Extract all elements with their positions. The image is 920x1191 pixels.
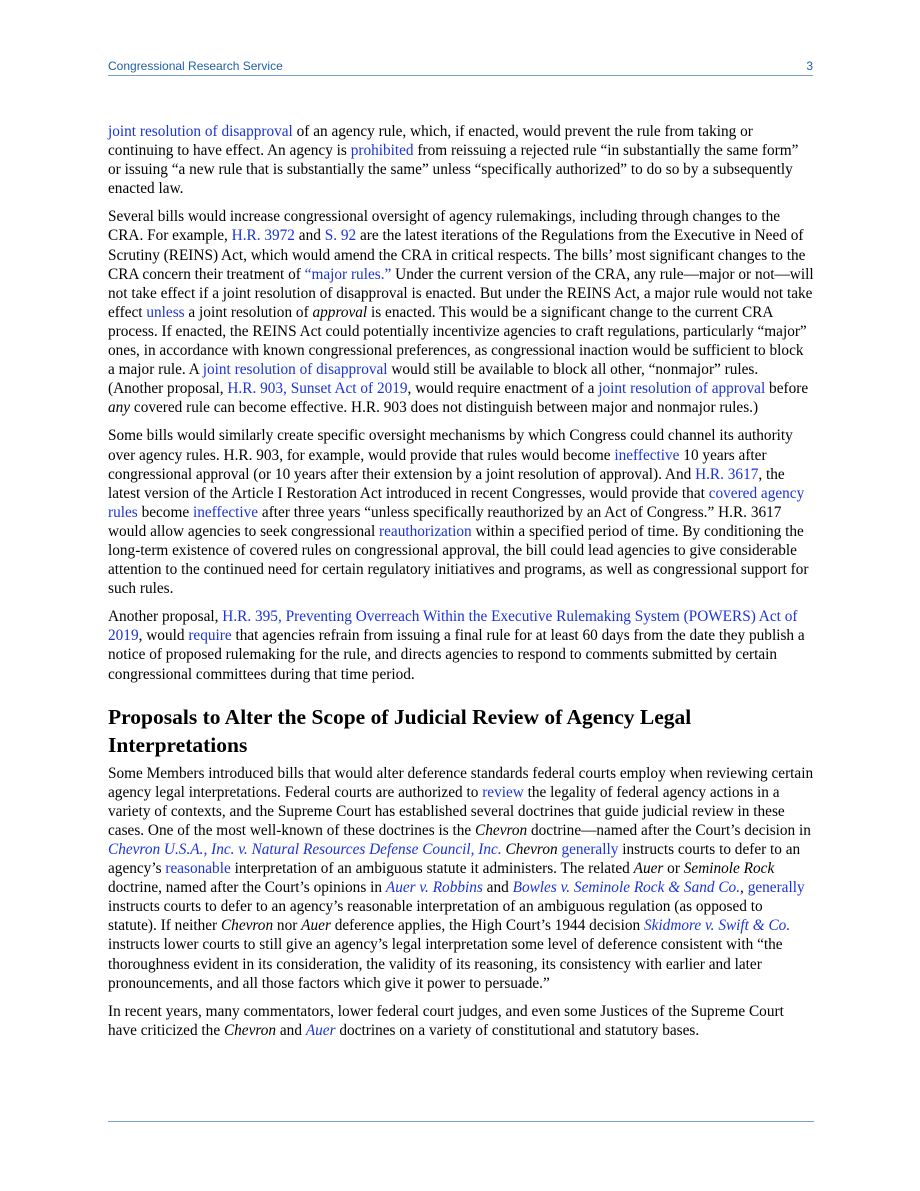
link-review[interactable]: review [482,783,524,801]
paragraph-3: Some bills would similarly create specific oversight mechanisms by which Congress could channel its authority over agency rules. H.R. 903, for example, would provide that rules would become ineffective 10 years after congressional approval (or 10 years after their extension by a joint resolution of approval). And H.R. 3617, the latest version of the Article I Restoration Act introduced in recent Congresses, would provide that covered agency rules become ineffective after three years “unless specifically reauthorized by an Act of Congress.” H.R. 3617 would allow agencies to seek congressional reauthorization within a specified period of time. By conditioning the long-term existence of covered rules on congressional approval, the bill could lead agencies to give considerable attention to the continued need for certain regulatory initiatives and programs, as well as congressional support for such rules. [108,427,809,598]
paragraph-2: Several bills would increase congressional oversight of agency rulemakings, including through changes to the CRA. For example, H.R. 3972 and S. 92 are the latest iterations of the Regulations from the Executive in Need of Scrutiny (REINS) Act, which would amend the CRA in critical respects. The bills’ most significant changes to the CRA concern their treatment of “major rules.” Under the current version of the CRA, any rule—major or not—will not take effect if a joint resolution of disapproval is enacted. But under the REINS Act, a major rule would not take effect unless a joint resolution of approval is enacted. This would be a significant change to the current CRA process. If enacted, the REINS Act could potentially incentivize agencies to craft regulations, particularly “major” ones, in accordance with known congressional preferences, as congressional inaction would be sufficient to block a major rule. A joint resolution of disapproval would still be available to block all other, “nonmajor” rules. (Another proposal, H.R. 903, Sunset Act of 2019, would require enactment of a joint resolution of approval before any covered rule can become effective. H.R. 903 does not distinguish between major and nonmajor rules.) [108,208,814,417]
link-covered-agency-rules[interactable]: covered agency rules [108,484,805,521]
link-reauthorization[interactable]: reauthorization [379,522,472,540]
link-joint-resolution-approval[interactable]: joint resolution of approval [598,380,766,398]
header-org: Congressional Research Service [108,59,283,73]
link-major-rules[interactable]: “major rules.” [304,265,392,283]
link-auer-case[interactable]: Auer v. Robbins [385,879,483,897]
link-ineffective[interactable]: ineffective [614,446,680,464]
link-hr-3972[interactable]: H.R. 3972 [231,227,295,245]
link-chevron-case[interactable]: Chevron U.S.A., Inc. v. Natural Resources Defense Council, Inc. [108,841,502,858]
link-require[interactable]: require [188,627,232,645]
paragraph-5: Some Members introduced bills that would alter deference standards federal courts employ when reviewing certain agency legal interpretations. Federal courts are authorized to review the legality of federal agency actions in a variety of contexts, and the Supreme Court has established several doctrines that guide judicial review in these cases. One of the most well-known of these doctrines is the Chevron doctrine—named after the Court’s decision in Chevron U.S.A., Inc. v. Natural Resources Defense Council, Inc. Chevron generally instructs courts to defer to an agency’s reasonable interpretation of an ambiguous statute it administers. The related Auer or Seminole Rock doctrine, named after the Court’s opinions in Auer v. Robbins and Bowles v. Seminole Rock & Sand Co., generally instructs courts to defer to an agency’s reasonable interpretation of an ambiguous regulation (as opposed to statute). If neither Chevron nor Auer deference applies, the High Court’s 1944 decision Skidmore v. Swift & Co. instructs lower courts to still give an agency’s legal interpretation some level of deference consistent with “the thoroughness evident in its consideration, the validity of its reasoning, its consistency with earlier and later pronouncements, and all those factors which give it power to persuade.” [108,764,814,992]
link-joint-resolution-disapproval-2[interactable]: joint resolution of disapproval [202,361,388,379]
link-s-92[interactable]: S. 92 [324,227,357,245]
link-hr-3617[interactable]: H.R. 3617 [695,465,759,483]
link-hr-395[interactable]: H.R. 395, Preventing Overreach Within the Executive Rulemaking System (POWERS) Act of 2019 [108,608,798,645]
paragraph-1: joint resolution of disapproval of an agency rule, which, if enacted, would prevent the rule from taking or continuing to have effect. An agency is prohibited from reissuing a rejected rule “in substantially the same form” or issuing “a new rule that is substantially the same” unless “specifically authorized” to do so by a subsequently enacted law. [108,123,799,198]
link-bowles-case[interactable]: Bowles v. Seminole Rock & Sand Co. [512,879,741,897]
page-header [108,57,813,76]
link-joint-resolution-disapproval[interactable]: joint resolution of disapproval [108,123,293,140]
link-skidmore-case[interactable]: Skidmore v. Swift & Co. [643,917,791,935]
link-generally-2[interactable]: generally [747,879,805,897]
link-generally[interactable]: generally [561,841,619,858]
paragraph-6: In recent years, many commentators, lower federal court judges, and even some Justices of the Supreme Court have criticized the Chevron and Auer doctrines on a variety of constitutional and statutory bases. [108,1002,784,1039]
section-heading: Proposals to Alter the Scope of Judicial Review of Agency Legal Interpretations [108,704,692,757]
page-number: 3 [806,59,813,73]
link-prohibited[interactable]: prohibited [350,142,414,160]
link-unless[interactable]: unless [146,303,185,321]
paragraph-4: Another proposal, H.R. 395, Preventing Overreach Within the Executive Rulemaking System (POWERS) Act of 2019, would require that agencies refrain from issuing a final rule for at least 60 days from the date they publish a notice of proposed rulemaking for the rule, and directs agencies to respond to comments submitted by certain congressional committees during that time period. [108,608,805,683]
link-auer[interactable]: Auer [305,1021,336,1039]
footer-divider [108,1121,814,1122]
link-reasonable[interactable]: reasonable [165,860,231,878]
page-body [108,122,814,1049]
link-ineffective-2[interactable]: ineffective [192,503,259,521]
link-hr-903[interactable]: H.R. 903, Sunset Act of 2019 [227,380,408,398]
